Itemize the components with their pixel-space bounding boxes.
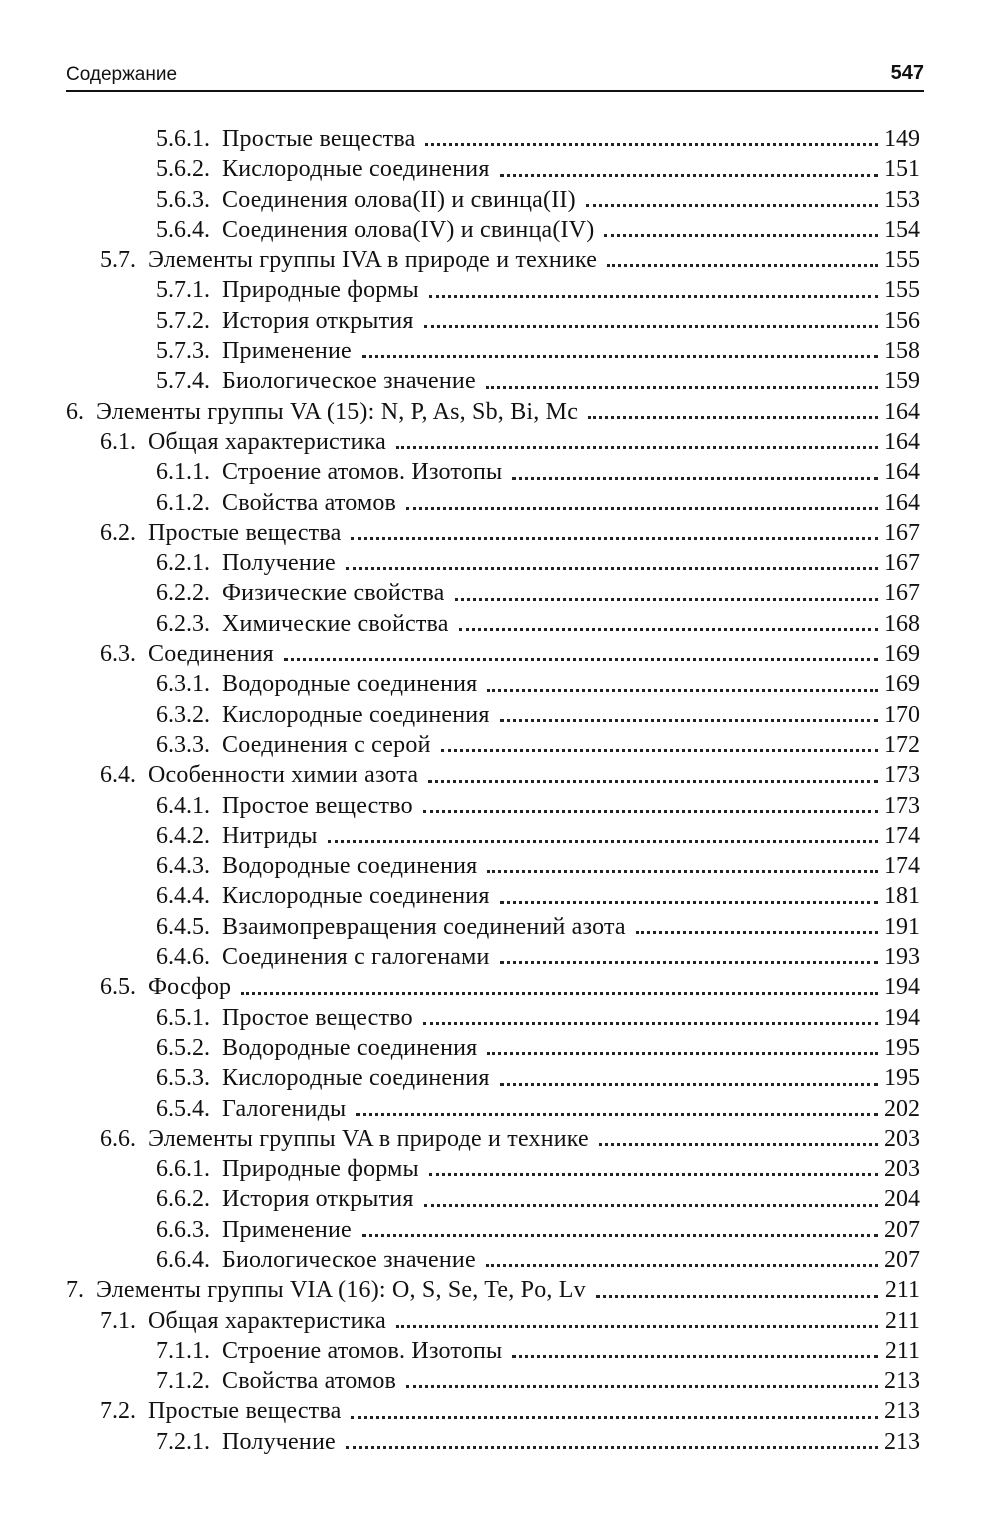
toc-entry[interactable] <box>0 700 1000 730</box>
toc-entry[interactable] <box>0 154 1000 184</box>
toc-entry[interactable] <box>0 1275 1000 1305</box>
toc-entry-title: Особенности химии азота <box>148 762 419 789</box>
dot-leader <box>241 972 878 1002</box>
toc-entry[interactable] <box>0 881 1000 911</box>
toc-entry-title: Природные формы <box>222 277 419 304</box>
toc-entry-page: 149 <box>884 126 920 152</box>
toc-entry[interactable] <box>0 1094 1000 1124</box>
toc-entry-title: Строение атомов. Изотопы <box>222 459 503 486</box>
toc-entry-page: 164 <box>884 398 920 425</box>
toc-entry-title: Водородные соединения <box>222 1034 478 1061</box>
toc-entry-title: Соединения олова(IV) и свинца(IV) <box>222 216 595 243</box>
toc-entry[interactable] <box>0 760 1000 790</box>
toc-entry-title: Общая характеристика <box>148 428 386 455</box>
toc-entry-title: Применение <box>222 1216 352 1243</box>
toc-entry-number: 6.2.2. <box>156 580 210 607</box>
toc-entry-page: 167 <box>884 580 920 607</box>
dot-leader <box>588 397 878 427</box>
toc-entry-number: 5.7.3. <box>156 338 210 365</box>
toc-entry-number: 5.6.3. <box>156 186 210 213</box>
toc-entry-title: Галогениды <box>222 1095 347 1122</box>
toc-entry-number: 5.7.4. <box>156 368 210 395</box>
toc-entry-number: 6.2.3. <box>156 610 210 637</box>
toc-entry-title: Элементы группы IVA в природе и технике <box>148 247 598 274</box>
toc-entry-page: 204 <box>884 1186 920 1213</box>
toc-entry-title: Свойства атомов <box>222 489 397 516</box>
toc-entry[interactable] <box>0 1427 1000 1457</box>
toc-entry-title: Соединения олова(II) и свинца(II) <box>222 186 576 213</box>
toc-entry-number: 6.5.3. <box>156 1065 210 1092</box>
toc-entry-title: Получение <box>222 550 336 577</box>
dot-leader <box>362 1215 878 1245</box>
toc-entry-number: 6.6.2. <box>156 1186 210 1213</box>
toc-entry-title: Элементы группы VIA (16): O, S, Se, Te, Po, Lv <box>96 1277 586 1304</box>
toc-entry-page: 213 <box>884 1428 920 1455</box>
toc-entry[interactable] <box>0 1063 1000 1093</box>
toc-entry-page: 174 <box>884 853 920 880</box>
dot-leader <box>607 245 878 275</box>
dot-leader <box>636 912 878 942</box>
dot-leader <box>351 1396 878 1426</box>
dot-leader <box>328 821 878 851</box>
toc-entry[interactable] <box>0 306 1000 336</box>
toc-entry-title: Взаимопревращения соединений азота <box>222 913 626 940</box>
toc-entry[interactable] <box>0 1396 1000 1426</box>
toc-entry-page: 203 <box>884 1156 920 1183</box>
dot-leader <box>346 548 878 578</box>
toc-entry-title: Химические свойства <box>222 610 449 637</box>
toc-entry-number: 6.2.1. <box>156 550 210 577</box>
toc-entry-page: 191 <box>884 913 920 940</box>
toc-entry-page: 194 <box>884 1004 920 1031</box>
toc-entry-number: 6.5. <box>100 974 136 1001</box>
toc-entry-page: 213 <box>884 1398 920 1425</box>
dot-leader <box>429 1154 878 1184</box>
toc-entry-number: 6.3.1. <box>156 671 210 698</box>
toc-entry[interactable] <box>0 1306 1000 1336</box>
toc-entry-title: Элементы группы VA в природе и технике <box>148 1125 589 1152</box>
toc-entry-page: 174 <box>884 822 920 849</box>
toc-entry-page: 168 <box>884 610 920 637</box>
toc-entry[interactable] <box>0 639 1000 669</box>
toc-entry-number: 5.6.4. <box>156 216 210 243</box>
toc-entry[interactable] <box>0 730 1000 760</box>
toc-entry-page: 164 <box>884 459 920 486</box>
dot-leader <box>284 639 878 669</box>
toc-entry-title: Кислородные соединения <box>222 883 490 910</box>
toc-entry-number: 6.4. <box>100 762 136 789</box>
toc-entry[interactable] <box>0 1245 1000 1275</box>
dot-leader <box>351 518 878 548</box>
toc-entry-number: 6.1.1. <box>156 459 210 486</box>
toc-entry-title: Кислородные соединения <box>222 701 490 728</box>
toc-entry-number: 6.3.3. <box>156 731 210 758</box>
toc-entry[interactable] <box>0 124 1000 154</box>
toc-entry[interactable] <box>0 1215 1000 1245</box>
toc-entry-number: 6.5.4. <box>156 1095 210 1122</box>
toc-entry-title: Кислородные соединения <box>222 156 490 183</box>
toc-entry-page: 202 <box>884 1095 920 1122</box>
toc-entry-page: 164 <box>884 489 920 516</box>
toc-entry[interactable] <box>0 427 1000 457</box>
toc-entry-page: 158 <box>884 338 920 365</box>
toc-entry[interactable] <box>0 942 1000 972</box>
toc-entry-number: 6.6.3. <box>156 1216 210 1243</box>
toc-entry[interactable] <box>0 578 1000 608</box>
dot-leader <box>455 578 878 608</box>
toc-entry-page: 194 <box>884 974 920 1001</box>
toc-entry-page: 167 <box>884 519 920 546</box>
toc-entry-page: 155 <box>884 247 920 274</box>
toc-entry[interactable] <box>0 1366 1000 1396</box>
toc-entry-number: 5.7. <box>100 247 136 274</box>
toc-entry[interactable] <box>0 1184 1000 1214</box>
toc-entry-page: 170 <box>884 701 920 728</box>
toc-entry[interactable] <box>0 791 1000 821</box>
toc-entry-title: Соединения с галогенами <box>222 944 490 971</box>
toc-entry[interactable] <box>0 1124 1000 1154</box>
dot-leader <box>604 215 878 245</box>
toc-entry-number: 5.7.1. <box>156 277 210 304</box>
toc-entry-page: 151 <box>884 156 920 183</box>
toc-entry[interactable] <box>0 366 1000 396</box>
toc-entry-title: Простое вещество <box>222 1004 413 1031</box>
toc-entry[interactable] <box>0 972 1000 1002</box>
toc-entry-number: 7. <box>66 1277 84 1304</box>
toc-entry[interactable] <box>0 397 1000 427</box>
dot-leader <box>362 336 878 366</box>
toc-entry-title: Фосфор <box>148 974 232 1001</box>
toc-entry-page: 207 <box>884 1216 920 1243</box>
dot-leader <box>500 1063 878 1093</box>
toc-entry-page: 167 <box>884 550 920 577</box>
toc-entry-number: 6.4.6. <box>156 944 210 971</box>
toc-entry[interactable] <box>0 215 1000 245</box>
toc-entry-number: 7.1.1. <box>156 1337 210 1364</box>
toc-entry-number: 6.4.4. <box>156 883 210 910</box>
toc-entry-page: 153 <box>884 186 920 213</box>
toc-entry[interactable] <box>0 912 1000 942</box>
dot-leader <box>500 881 878 911</box>
dot-leader <box>500 942 878 972</box>
toc-entry-page: 172 <box>884 731 920 758</box>
toc-entry-page: 173 <box>884 762 920 789</box>
toc-entry[interactable] <box>0 548 1000 578</box>
dot-leader <box>512 457 878 487</box>
dot-leader <box>396 1306 878 1336</box>
toc-entry[interactable] <box>0 1033 1000 1063</box>
toc-entry-page: 156 <box>884 307 920 334</box>
dot-leader <box>487 1033 878 1063</box>
toc-entry-page: 193 <box>884 944 920 971</box>
toc-entry-title: Соединения <box>148 641 274 668</box>
toc-entry-page: 181 <box>884 883 920 910</box>
toc-entry-number: 6.4.2. <box>156 822 210 849</box>
toc-entry-page: 164 <box>884 428 920 455</box>
toc-entry-number: 6.6.4. <box>156 1246 210 1273</box>
toc-entry-page: 213 <box>884 1368 920 1395</box>
toc-entry-title: Свойства атомов <box>222 1368 397 1395</box>
toc-entry-number: 6.5.2. <box>156 1034 210 1061</box>
toc-entry-title: Соединения с серой <box>222 731 431 758</box>
running-header <box>66 58 924 92</box>
dot-leader <box>356 1094 878 1124</box>
toc-entry[interactable] <box>0 488 1000 518</box>
dot-leader <box>596 1275 878 1305</box>
toc-entry-page: 169 <box>884 671 920 698</box>
toc-entry-number: 7.1.2. <box>156 1368 210 1395</box>
toc-entry-title: Водородные соединения <box>222 853 478 880</box>
dot-leader <box>346 1427 878 1457</box>
toc-entry-number: 6.1. <box>100 428 136 455</box>
dot-leader <box>425 124 878 154</box>
toc-entry[interactable] <box>0 185 1000 215</box>
dot-leader <box>423 791 878 821</box>
toc-entry-number: 7.1. <box>100 1307 136 1334</box>
dot-leader <box>486 366 878 396</box>
dot-leader <box>586 185 878 215</box>
toc-entry-title: Применение <box>222 338 352 365</box>
toc-entry-page: 195 <box>884 1034 920 1061</box>
toc-entry-title: Биологическое значение <box>222 368 476 395</box>
toc-entry-number: 6.4.5. <box>156 913 210 940</box>
dot-leader <box>424 306 878 336</box>
dot-leader <box>459 609 878 639</box>
toc-entry-number: 6.6. <box>100 1125 136 1152</box>
toc-entry[interactable] <box>0 518 1000 548</box>
toc-entry[interactable] <box>0 1336 1000 1366</box>
toc-entry-number: 7.2.1. <box>156 1428 210 1455</box>
toc-entry[interactable] <box>0 457 1000 487</box>
dot-leader <box>429 275 878 305</box>
toc-entry-title: История открытия <box>222 1186 414 1213</box>
toc-entry-number: 6.1.2. <box>156 489 210 516</box>
toc-entry-title: Нитриды <box>222 822 318 849</box>
toc-entry-number: 7.2. <box>100 1398 136 1425</box>
toc-entry-title: Общая характеристика <box>148 1307 386 1334</box>
toc-entry[interactable] <box>0 851 1000 881</box>
dot-leader <box>424 1184 878 1214</box>
toc-entry-number: 5.6.1. <box>156 126 210 152</box>
dot-leader <box>500 700 878 730</box>
header-title: Содержание <box>66 64 178 85</box>
dot-leader <box>500 154 878 184</box>
toc-entry-page: 195 <box>884 1065 920 1092</box>
toc-entry-page: 154 <box>884 216 920 243</box>
toc-entry[interactable] <box>0 821 1000 851</box>
toc-entry-number: 6.4.3. <box>156 853 210 880</box>
toc-entry-page: 211 <box>884 1277 920 1304</box>
dot-leader <box>512 1336 878 1366</box>
toc-entry-page: 159 <box>884 368 920 395</box>
toc-entry-title: Физические свойства <box>222 580 445 607</box>
toc-entry[interactable] <box>0 1154 1000 1184</box>
toc-entry-title: Водородные соединения <box>222 671 478 698</box>
toc-entry-number: 6.6.1. <box>156 1156 210 1183</box>
toc-entry[interactable] <box>0 275 1000 305</box>
toc-entry-page: 203 <box>884 1125 920 1152</box>
toc-entry-title: Строение атомов. Изотопы <box>222 1337 503 1364</box>
dot-leader <box>406 488 878 518</box>
header-page-number: 547 <box>890 62 924 84</box>
toc-entry-title: Простое вещество <box>222 792 413 819</box>
toc-entry-page: 173 <box>884 792 920 819</box>
toc-entry-title: Элементы группы VA (15): N, P, As, Sb, Bi, Mc <box>96 398 579 425</box>
toc-entry-title: История открытия <box>222 307 414 334</box>
toc-entry[interactable] <box>0 669 1000 699</box>
toc-entry-number: 6. <box>66 398 84 425</box>
toc-entry[interactable] <box>0 1003 1000 1033</box>
toc-entry-title: Получение <box>222 1428 336 1455</box>
toc-entry-title: Простые вещества <box>222 126 416 152</box>
dot-leader <box>396 427 878 457</box>
dot-leader <box>486 1245 878 1275</box>
toc-entry-page: 169 <box>884 641 920 668</box>
toc-entry-number: 6.4.1. <box>156 792 210 819</box>
toc-entry-number: 5.6.2. <box>156 156 210 183</box>
toc-entry[interactable] <box>0 609 1000 639</box>
toc-entry-page: 211 <box>884 1307 920 1334</box>
toc-entry-number: 5.7.2. <box>156 307 210 334</box>
toc-entry-title: Биологическое значение <box>222 1246 476 1273</box>
dot-leader <box>487 669 878 699</box>
toc-entry-title: Природные формы <box>222 1156 419 1183</box>
toc-entry-title: Простые вещества <box>148 1398 342 1425</box>
table-of-contents <box>0 124 1000 1457</box>
toc-entry-number: 6.5.1. <box>156 1004 210 1031</box>
toc-entry-number: 6.3.2. <box>156 701 210 728</box>
toc-entry-title: Простые вещества <box>148 519 342 546</box>
dot-leader <box>406 1366 878 1396</box>
toc-entry-page: 155 <box>884 277 920 304</box>
toc-entry[interactable] <box>0 336 1000 366</box>
toc-entry-number: 6.2. <box>100 519 136 546</box>
dot-leader <box>423 1003 878 1033</box>
dot-leader <box>487 851 878 881</box>
dot-leader <box>428 760 878 790</box>
toc-entry-page: 207 <box>884 1246 920 1273</box>
dot-leader <box>441 730 878 760</box>
dot-leader <box>599 1124 878 1154</box>
toc-entry[interactable] <box>0 245 1000 275</box>
toc-entry-title: Кислородные соединения <box>222 1065 490 1092</box>
toc-entry-number: 6.3. <box>100 641 136 668</box>
toc-entry-page: 211 <box>884 1337 920 1364</box>
